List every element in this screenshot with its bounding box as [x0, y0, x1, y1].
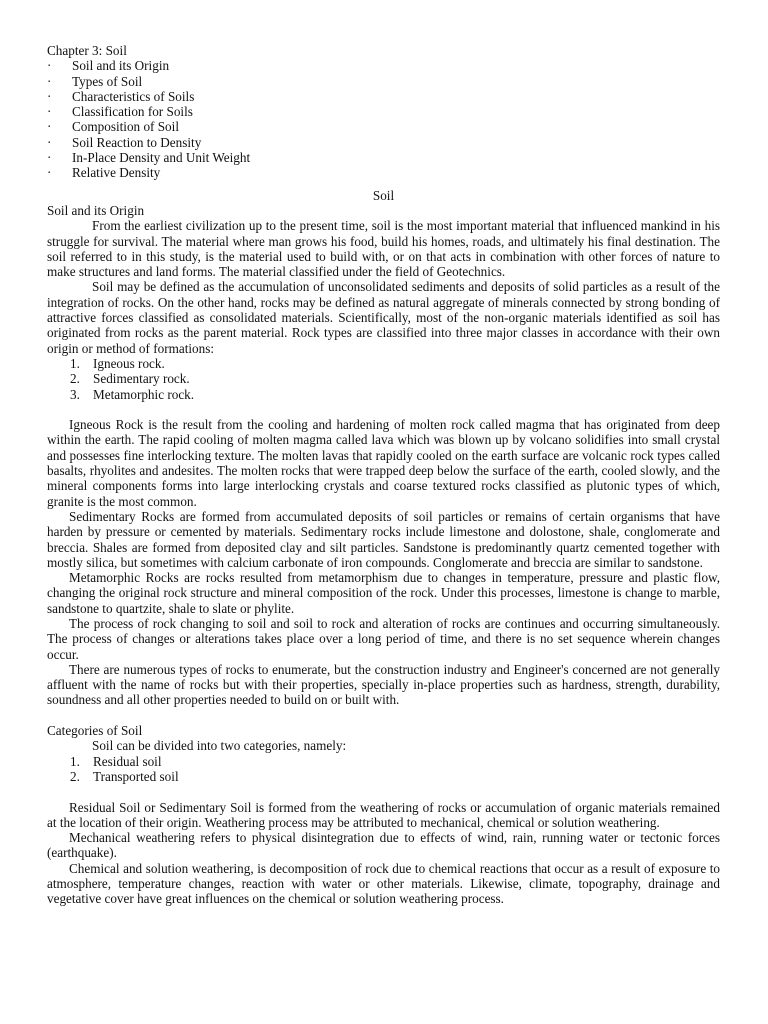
chapter-title: Chapter 3: Soil [47, 43, 127, 58]
list-item: 1. Igneous rock. [70, 355, 165, 371]
list-item: 2. Sedimentary rock. [70, 371, 190, 387]
paragraph: Igneous Rock is the result from the cooling and hardening of molten rock called magma that has originated from deep within the earth. The rapid cooling of molten magma called lava which was blown up by volcano solidifies into small crystal and possesses fine interlocking texture. The molten lavas that rapidly cooled on the earth surface are volcanic rock types called basalts, rhyolites and andesites. The molten rocks that were trapped deep below the surface of the earth, cooled slowly, and the mineral components forms into large interlocking crystals and coarse textured rocks classified as plutonic types of which, granite is the most common. [47, 417, 720, 509]
paragraph: From the earliest civilization up to the present time, soil is the most important material that influenced mankind in his struggle for survival. The material where man grows his food, build his homes, roads, and ultimately his final destination. The soil referred to in this study, is the material used to build with, or on that acts in combination with other forces of nature to make structures and land forms. The material classified under the field of Geotechnics. [47, 218, 720, 280]
paragraph: Soil may be defined as the accumulation of unconsolidated sediments and deposits of solid particles as a result of the integration of rocks. On the other hand, rocks may be defined as natural aggregate of minerals connected by strong bonding of attractive forces classified as consolidated materials. Scientifically, most of the non-organic materials identified as soil has originated from rocks as the parent material. Rock types are classified into three major classes in accordance with their own origin or method of formations: [47, 279, 720, 356]
document-page [47, 43, 720, 907]
paragraph: Metamorphic Rocks are rocks resulted from metamorphism due to changes in temperature, pressure and plastic flow, changing the original rock structure and mineral composition of the rock. Under this processes, limestone is change to marble, sandstone to quartzite, shale to slate or phylite. [47, 570, 720, 616]
paragraph: Sedimentary Rocks are formed from accumulated deposits of soil particles or remains of certain organisms that have harden by pressure or cemented by materials. Sedimentary rocks include limestone and dolostone, shale, conglomerate and breccia. Shales are formed from deposited clay and silt particles. Sandstone is predominantly quartz cemented together with mostly silica, but sometimes with calcium carbonate of iron compounds. Conglomerate and breccia are similar to sandstone. [47, 508, 720, 570]
soil-categories-list [47, 754, 720, 785]
subsection-heading: Categories of Soil [47, 723, 143, 739]
categories-intro: Soil can be divided into two categories, namely: [92, 738, 347, 754]
bullet-icon: · [47, 119, 52, 135]
paragraph: Residual Soil or Sedimentary Soil is formed from the weathering of rocks or accumulation of organic materials remained at the location of their origin. Weathering process may be attributed to mechanical, chemical or solution weathering. [47, 799, 720, 830]
paragraph: Mechanical weathering refers to physical disintegration due to effects of wind, rain, running water or tectonic forces (earthquake). [47, 830, 720, 861]
bullet-icon: · [47, 88, 52, 104]
toc-item: · Soil and its Origin [47, 58, 170, 74]
bullet-icon: · [47, 58, 52, 74]
subsection-heading: Soil and its Origin [47, 202, 145, 218]
paragraph: Chemical and solution weathering, is decomposition of rock due to chemical reactions that occur as a result of exposure to atmosphere, temperature changes, reaction with water or other materials. Likewise, climate, topography, drainage and vegetative cover have great influences on the chemical or solution weathering process. [47, 860, 720, 907]
paragraph: The process of rock changing to soil and soil to rock and alteration of rocks are continues and occurring simultaneously. The process of changes or alterations takes place over a long period of time, and there is no set sequence wherein changes occur. [47, 615, 720, 662]
toc-item: · Classification for Soils [47, 104, 193, 120]
bullet-icon: · [47, 134, 52, 150]
bullet-icon: · [47, 73, 52, 89]
toc-item: · Relative Density [47, 165, 161, 181]
list-item: 3. Metamorphic rock. [70, 386, 195, 402]
toc-item: · Soil Reaction to Density [47, 134, 202, 150]
toc-item: · Characteristics of Soils [47, 88, 195, 104]
table-of-contents [47, 58, 720, 180]
toc-item: · In-Place Density and Unit Weight [47, 150, 251, 166]
rock-types-list [47, 356, 720, 402]
list-item: 1. Residual soil [70, 753, 162, 769]
bullet-icon: · [47, 165, 52, 181]
section-title: Soil [372, 187, 395, 203]
paragraph: There are numerous types of rocks to enumerate, but the construction industry and Engineer's concerned are not generally affluent with the name of rocks but with their properties, specially in-place properties such as hardness, strength, durability, soundness and all other properties needed to build on or built with. [47, 661, 720, 708]
toc-item: · Types of Soil [47, 73, 143, 89]
bullet-icon: · [47, 150, 52, 166]
bullet-icon: · [47, 104, 52, 120]
toc-item: · Composition of Soil [47, 119, 179, 135]
list-item: 2. Transported soil [70, 768, 179, 784]
